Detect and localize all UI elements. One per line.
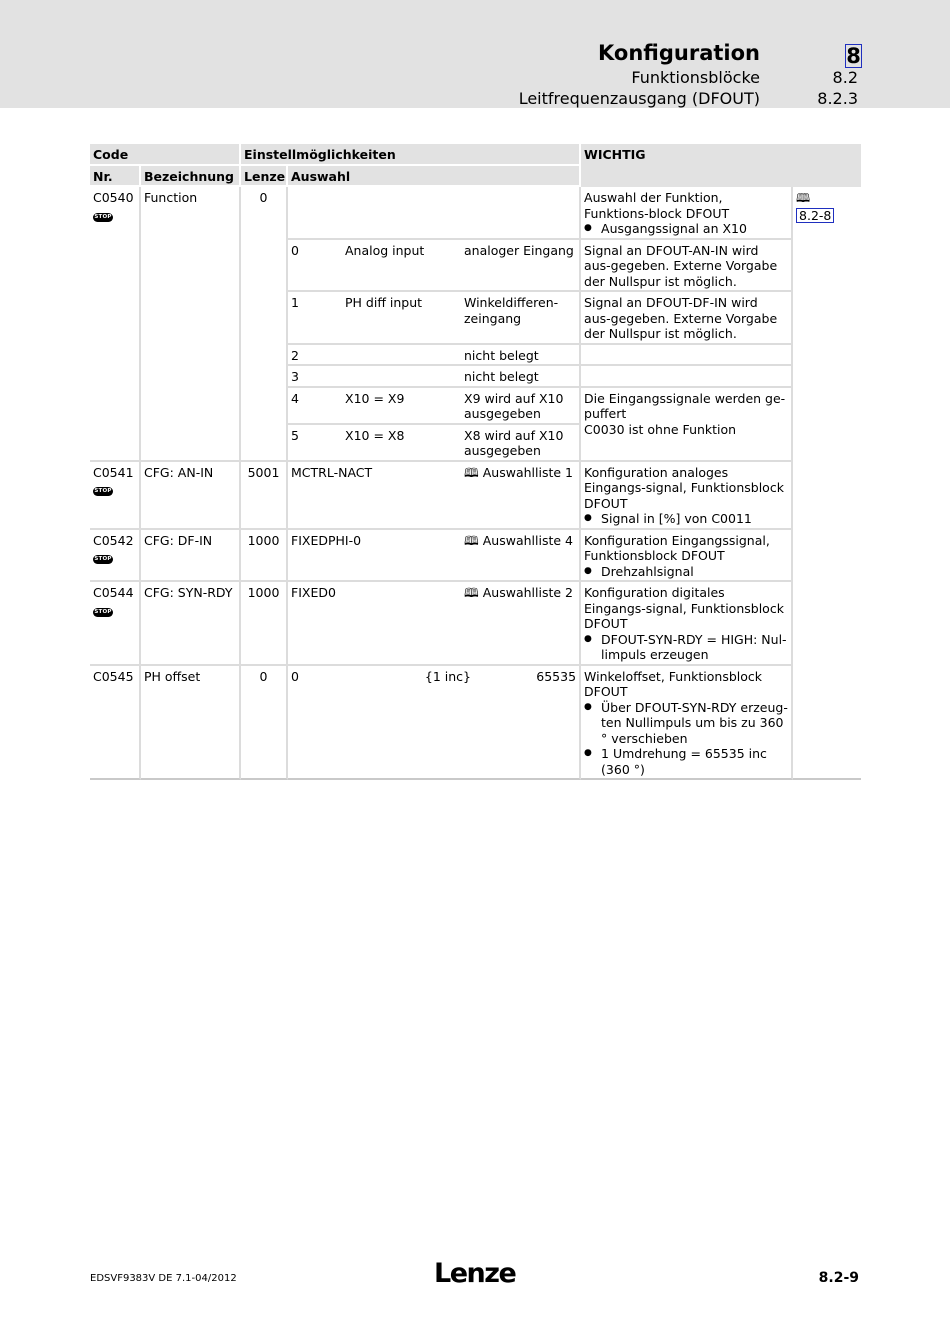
document-id: EDSVF9383V DE 7.1-04/2012 [90,1273,237,1284]
important-cell [581,187,793,240]
header-settings: Einstellmöglichkeiten [241,144,581,166]
header-important: WICHTIG [581,144,793,187]
option-note [581,345,793,367]
reference-cell [793,666,861,781]
code-cell [90,462,141,530]
lenze-cell: 0 [241,187,288,462]
stop-icon: STOP [94,488,112,494]
option-note [581,388,793,462]
table-row [90,582,861,666]
option-cell: 3 nicht belegt [288,366,581,388]
lenze-cell: 5001 [241,462,288,530]
book-icon: 🕮 [464,464,479,480]
code-c0542: C0542 [93,532,134,548]
section-number: 8.2 [832,68,858,87]
table-header-row-1 [90,144,861,166]
name-cell: PH offset [141,666,241,781]
page-number: 8.2-9 [818,1270,859,1286]
lenze-logo: Lenze [434,1258,516,1289]
important-cell: Winkeloffset, Funktionsblock DFOUT ● Über DFOUT-SYN-RDY erzeug-ten Nullimpuls um bis zu 360 ° verschieben ● 1 Umdrehung = 65535 inc (360 °) [581,666,793,781]
bullet-item: ● Signal in [%] von C0011 [584,511,752,526]
chapter-number[interactable]: 8 [846,44,861,68]
option-cell: 5 X10 = X8 X8 wird auf X10 ausgegeben [288,425,581,462]
parameter-table [90,144,861,780]
option-note: Signal an DFOUT-DF-IN wird aus-gegeben. Externe Vorgabe der Nullspur ist möglich. [581,292,793,345]
bullet-item: ● Drehzahlsignal [584,563,694,579]
book-icon: 🕮 [796,191,811,205]
stop-icon: STOP [94,556,112,562]
selection-cell: MCTRL-NACT 🕮 Auswahlliste 1 [288,462,581,530]
stop-icon: STOP [94,608,112,615]
important-cell: Konfiguration digitales Eingangs-signal, Funktionsblock DFOUT ● DFOUT-SYN-RDY = HIGH: Nul-limpuls erzeugen [581,582,793,666]
selection-cell: FIXEDPHI-0 🕮 Auswahlliste 4 [288,530,581,583]
reference-cell [793,530,861,583]
code-cell [90,530,141,583]
header-code: Code [90,144,241,166]
name-cell: Function [141,187,241,462]
option-cell: 1 PH diff input Winkeldifferen-zeingang [288,292,581,345]
header-band [0,0,950,108]
lenze-cell: 1000 [241,530,288,583]
code-cell [90,582,141,666]
selection-cell [288,187,581,240]
stop-icon: STOP [94,213,112,220]
note-c0030: C0030 ist ohne Funktion [584,421,737,437]
selection-cell: 0 {1 inc} 65535 [288,666,581,781]
table-row [90,530,861,583]
name-cell: CFG: DF-IN [141,530,241,583]
important-cell: Konfiguration Eingangssignal, Funktionsblock DFOUT ● Drehzahlsignal [581,530,793,583]
table-row [90,187,861,240]
table-row [90,462,861,530]
code-cell [90,187,141,462]
bullet-item: ● DFOUT-SYN-RDY = HIGH: Nul-limpuls erzeugen [584,631,787,662]
header-lenze: Lenze [241,166,288,188]
option-cell: 4 X10 = X9 X9 wird auf X10 ausgegeben [288,388,581,425]
reference-link[interactable]: 8.2-8 [796,208,834,223]
selection-cell: FIXED0 🕮 Auswahlliste 2 [288,582,581,666]
lenze-cell: 0 [241,666,288,781]
note-buffered: Die Eingangssignale werden ge-puffert [584,390,786,421]
subsection-number: 8.2.3 [817,89,858,108]
book-icon: 🕮 [464,585,479,600]
code-c0544: C0544 [93,585,134,600]
option-note: Signal an DFOUT-AN-IN wird aus-gegeben. Externe Vorgabe der Nullspur ist möglich. [581,240,793,293]
option-cell: 2 nicht belegt [288,345,581,367]
header-nr: Nr. [90,166,141,188]
bullet-item: ● 1 Umdrehung = 65535 inc (360 °) [584,746,767,777]
lenze-cell: 1000 [241,582,288,666]
name-cell: CFG: AN-IN [141,462,241,530]
code-c0541: C0541 [93,464,134,480]
bullet-item: ● Ausgangssignal an X10 [584,221,747,236]
header-ref [793,144,861,187]
table-row [90,666,861,781]
subsection-title: Leitfrequenzausgang (DFOUT) [518,89,760,108]
header-name: Bezeichnung [141,166,241,188]
bullet-item: ● Über DFOUT-SYN-RDY erzeug-ten Nullimpuls um bis zu 360 ° verschieben [584,699,788,746]
reference-cell [793,187,861,462]
name-cell: CFG: SYN-RDY [141,582,241,666]
section-title: Funktionsblöcke [631,68,760,87]
important-text: Auswahl der Funktion, Funktions-block DFOUT [584,190,730,221]
code-cell: C0545 [90,666,141,781]
chapter-title: Konfiguration [598,41,760,65]
code-c0540: C0540 [93,190,134,205]
book-icon: 🕮 [464,532,479,548]
option-cell: 0 Analog input analoger Eingang [288,240,581,293]
reference-cell [793,582,861,666]
important-cell: Konfiguration analoges Eingangs-signal, Funktionsblock DFOUT ● Signal in [%] von C0011 [581,462,793,530]
header-selection: Auswahl [288,166,581,188]
option-note [581,366,793,388]
reference-cell [793,462,861,530]
